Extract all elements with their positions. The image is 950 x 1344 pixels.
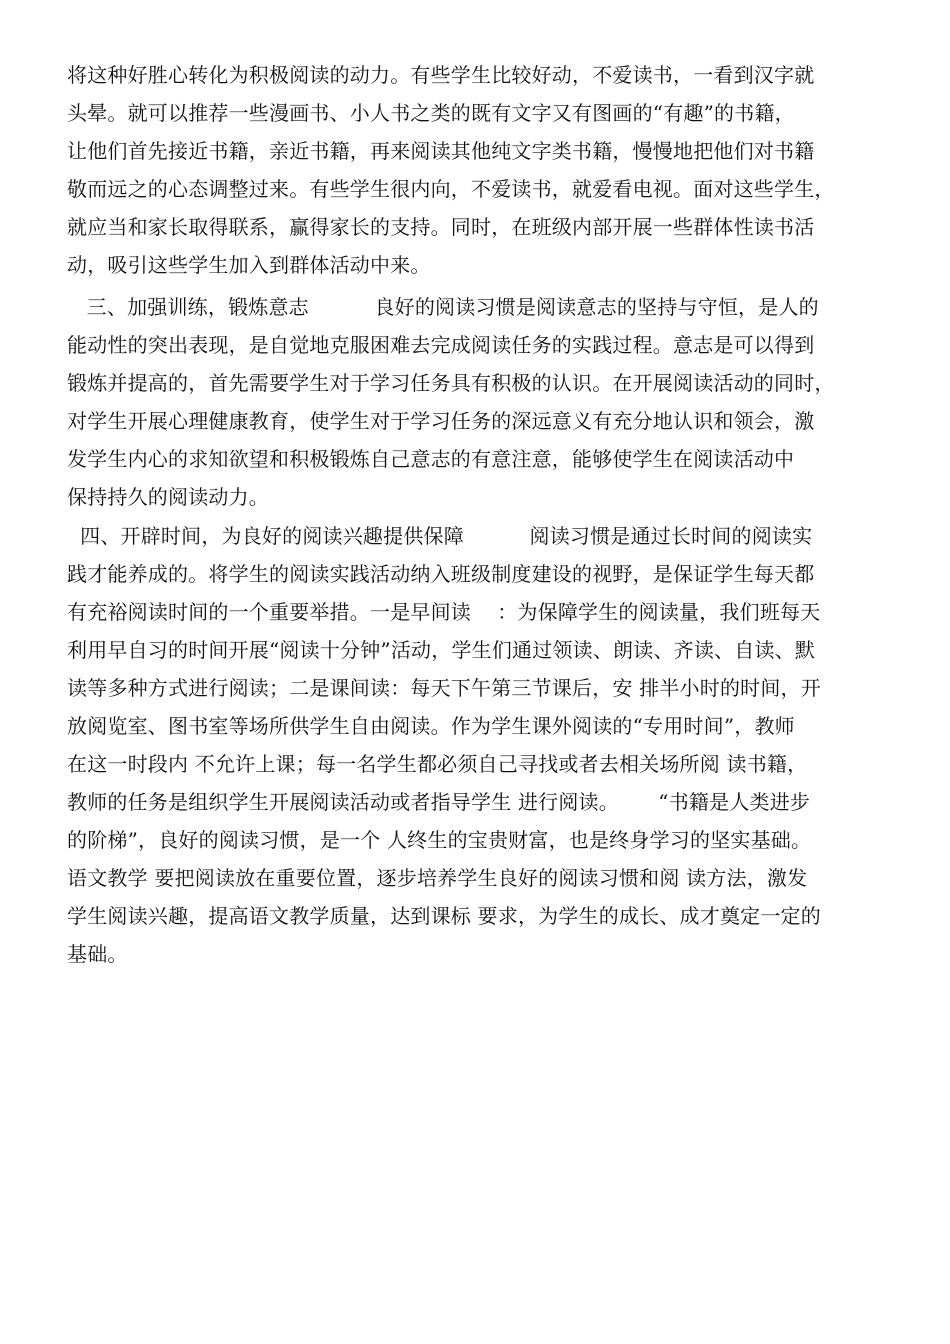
text-line: 基础。: [67, 942, 128, 966]
text-line: 践才能养成的。将学生的阅读实践活动纳入班级制度建设的视野，是保证学生每天都: [67, 562, 815, 586]
text-line: 有充裕阅读时间的一个重要举措。一是早间读 ：为保障学生的阅读量，我们班每天: [67, 600, 821, 624]
text-line: 保持持久的阅读动力。: [67, 485, 269, 509]
text-line: 学生阅读兴趣，提高语文教学质量，达到课标 要求，为学生的成长、成才奠定一定的: [67, 904, 821, 928]
text-line: 锻炼并提高的，首先需要学生对于学习任务具有积极的认识。在开展阅读活动的同时，: [67, 371, 835, 395]
text-line: 就应当和家长取得联系，赢得家长的支持。同时，在班级内部开展一些群体性读书活: [67, 215, 815, 239]
text-line: 读等多种方式进行阅读；二是课间读：每天下午第三节课后，安 排半小时的时间，开: [67, 676, 821, 700]
text-line: 敬而远之的心态调整过来。有些学生很内向，不爱读书，就爱看电视。面对这些学生，: [67, 177, 835, 201]
text-line: 教师的任务是组织学生开展阅读活动或者指导学生 进行阅读。 “书籍是人类进步: [67, 790, 811, 814]
section-heading-line: 四、开辟时间，为良好的阅读兴趣提供保障 阅读习惯是通过长时间的阅读实: [67, 524, 813, 548]
text-line: 放阅览室、图书室等场所供学生自由阅读。作为学生课外阅读的“专用时间”，教师: [67, 714, 795, 738]
text-line: 利用早自习的时间开展“阅读十分钟”活动，学生们通过领读、朗读、齐读、自读、默: [67, 638, 816, 662]
text-line: 发学生内心的求知欲望和积极锻炼自己意志的有意注意，能够使学生在阅读活动中: [67, 447, 795, 471]
text-line: 语文教学 要把阅读放在重要位置，逐步培养学生良好的阅读习惯和阅 读方法，激发: [67, 866, 808, 890]
text-line: 对学生开展心理健康教育，使学生对于学习任务的深远意义有充分地认识和领会，激: [67, 409, 815, 433]
text-line: 让他们首先接近书籍，亲近书籍，再来阅读其他纯文字类书籍，慢慢地把他们对书籍: [67, 139, 815, 163]
text-line: 动，吸引这些学生加入到群体活动中来。: [67, 253, 431, 277]
text-line: 头晕。就可以推荐一些漫画书、小人书之类的既有文字又有图画的“有趣”的书籍，: [67, 101, 795, 125]
text-line: 在这一时段内 不允许上课；每一名学生都必须自己寻找或者去相关场所阅 读书籍，: [67, 752, 808, 776]
section-heading-line: 三、加强训练，锻炼意志 良好的阅读习惯是阅读意志的坚持与守恒，是人的: [67, 295, 819, 319]
text-line: 能动性的突出表现，是自觉地克服困难去完成阅读任务的实践过程。意志是可以得到: [67, 333, 815, 357]
text-line: 的阶梯”，良好的阅读习惯，是一个 人终生的宝贵财富，也是终身学习的坚实基础。: [67, 828, 812, 852]
text-line: 将这种好胜心转化为积极阅读的动力。有些学生比较好动，不爱读书，一看到汉字就: [67, 63, 815, 87]
